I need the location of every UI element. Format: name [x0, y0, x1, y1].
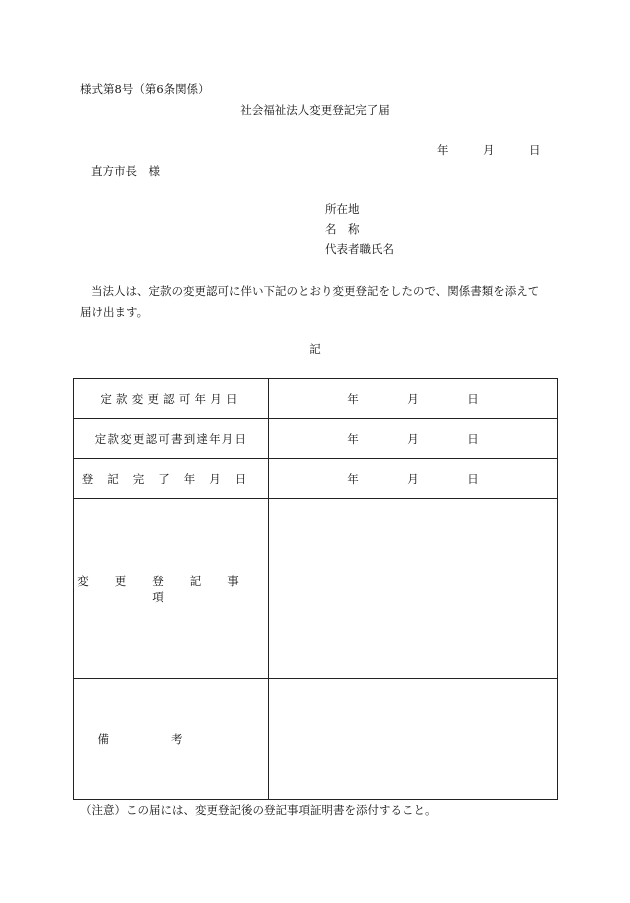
date-year-label: 年	[437, 143, 449, 157]
changed-items-value[interactable]	[269, 499, 558, 679]
row-label-cell	[74, 379, 269, 419]
month-label: 月	[407, 471, 419, 486]
changed-items-label: 変更登記事項	[77, 573, 265, 604]
row-label-cell	[74, 459, 269, 499]
row-label-cell	[74, 679, 269, 800]
record-table	[73, 378, 558, 800]
name-label: 名 称	[325, 222, 360, 236]
remarks-value[interactable]	[269, 679, 558, 800]
table-row	[74, 499, 558, 679]
year-label: 年	[347, 471, 359, 486]
table-row	[74, 379, 558, 419]
row-label-cell	[74, 419, 269, 459]
day-label: 日	[467, 471, 479, 486]
addressee: 直方市長 様	[91, 164, 160, 178]
address-label: 所在地	[325, 202, 360, 216]
day-label: 日	[467, 391, 479, 406]
table-row	[74, 459, 558, 499]
table-row	[74, 679, 558, 800]
approval-receipt-date-value[interactable]	[269, 419, 558, 459]
representative-label: 代表者職氏名	[325, 242, 394, 256]
submission-date	[437, 142, 541, 158]
approval-date-value[interactable]	[269, 379, 558, 419]
table-row	[74, 419, 558, 459]
year-label: 年	[347, 431, 359, 446]
document-title: 社会福祉法人変更登記完了届	[240, 103, 390, 117]
date-day-label: 日	[529, 143, 541, 157]
date-month-label: 月	[483, 143, 495, 157]
body-text: 当法人は、定款の変更認可に伴い下記のとおり変更登記をしたので、関係書類を添えて届け出ます。	[80, 284, 540, 319]
attachment-note: （注意）この届には、変更登記後の登記事項証明書を添付すること。	[80, 803, 437, 817]
month-label: 月	[407, 431, 419, 446]
ki-heading: 記	[309, 342, 321, 356]
registration-completion-date-label: 登記完了年月日	[81, 471, 261, 486]
remarks-label: 備考	[97, 732, 245, 746]
month-label: 月	[407, 391, 419, 406]
form-number: 様式第8号（第6条関係）	[80, 82, 210, 96]
registration-completion-date-value[interactable]	[269, 459, 558, 499]
year-label: 年	[347, 391, 359, 406]
approval-date-label: 定款変更認可年月日	[100, 391, 242, 406]
row-label-cell	[74, 499, 269, 679]
approval-receipt-date-label: 定款変更認可書到達年月日	[94, 431, 248, 446]
day-label: 日	[467, 431, 479, 446]
